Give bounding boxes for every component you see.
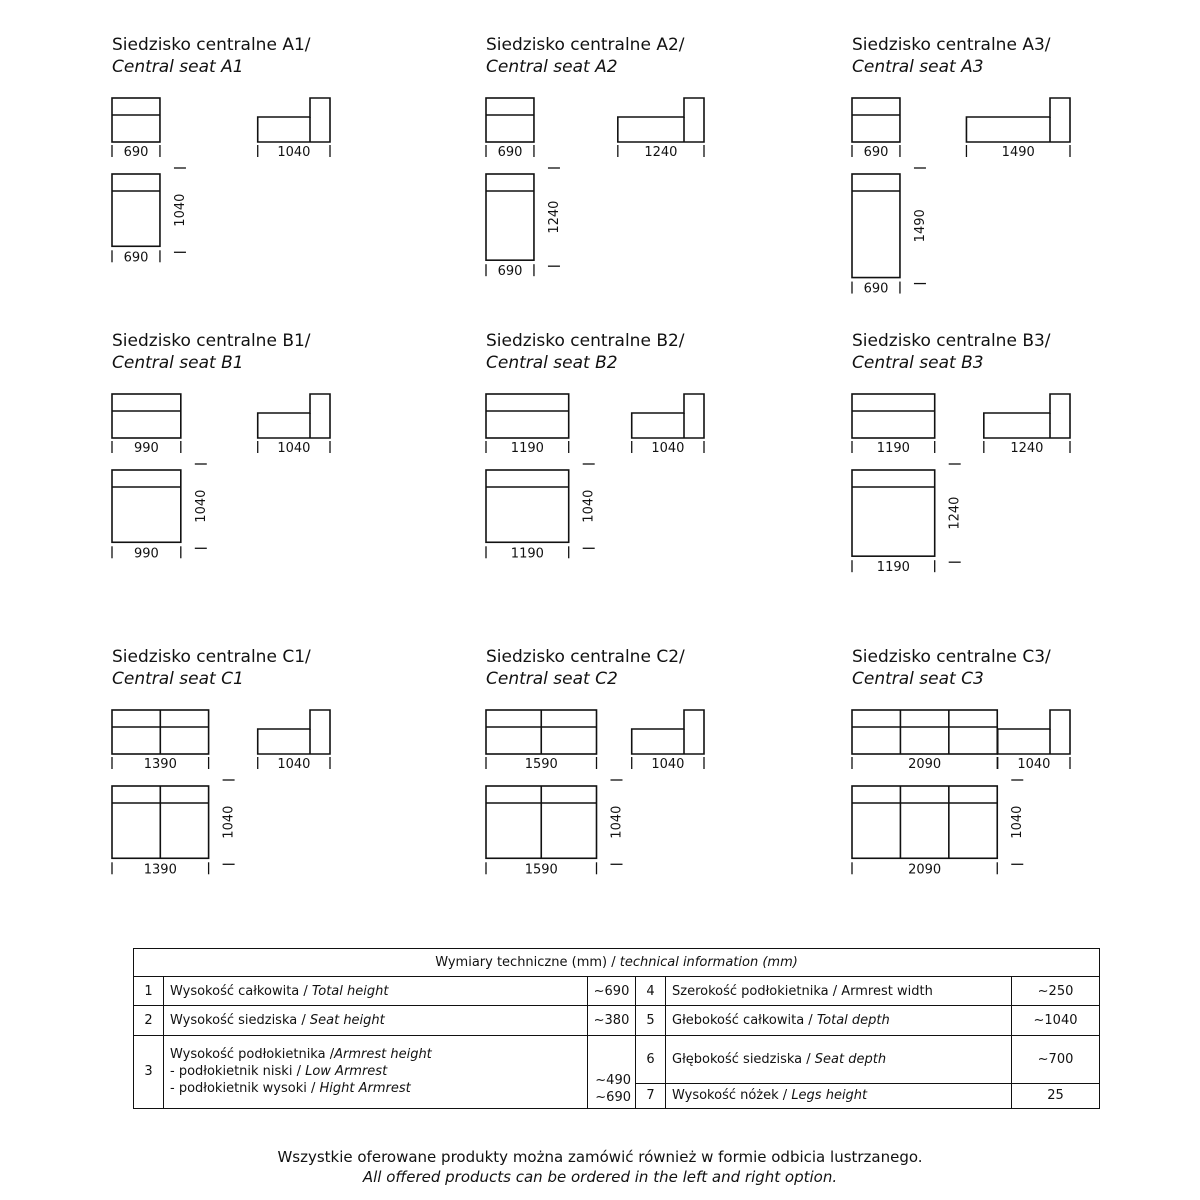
module-title: Siedzisko centralne C3/ [852, 647, 1051, 667]
module-subtitle: Central seat A3 [852, 57, 984, 77]
side-depth-label: 1490 [1001, 145, 1035, 160]
module-title: Siedzisko centralne C2/ [486, 647, 685, 667]
footer-line-pl: Wszystkie oferowane produkty można zamówić również w formie odbicia lustrzanego. [277, 1148, 923, 1166]
front-width-label: 690 [497, 145, 523, 160]
side-depth-label: 1040 [1017, 757, 1051, 772]
front-view [486, 394, 569, 438]
front-view [852, 394, 935, 438]
module-subtitle: Central seat B1 [112, 353, 244, 373]
plan-view [852, 786, 997, 858]
row-label: Szerokość podłokietnika / Armrest width [666, 977, 1012, 1006]
row-value: ~490 ~690 [588, 1035, 636, 1108]
row-label: Wysokość całkowita / Total height [164, 977, 588, 1006]
row-number: 2 [134, 1006, 164, 1035]
side-depth-label: 1040 [651, 757, 685, 772]
module-a1 [112, 35, 330, 265]
plan-width-label: 1590 [524, 862, 558, 878]
row-number: 6 [636, 1035, 666, 1083]
plan-width-label: 690 [497, 264, 523, 280]
row-value: ~700 [1012, 1035, 1100, 1083]
side-depth-label: 1040 [277, 757, 311, 772]
front-width-label: 1590 [524, 757, 558, 772]
module-subtitle: Central seat B3 [852, 353, 984, 373]
side-depth-label: 1040 [277, 441, 311, 456]
plan-width-label: 2090 [908, 862, 942, 878]
module-a2 [486, 35, 704, 279]
side-view [632, 394, 704, 438]
module-c1 [112, 647, 330, 877]
plan-view [112, 470, 181, 542]
side-depth-label: 1040 [277, 145, 311, 160]
front-view [852, 98, 900, 142]
plan-depth-label: 1040 [193, 489, 209, 523]
plan-depth-label: 1040 [609, 805, 625, 839]
front-width-label: 1190 [510, 441, 544, 456]
row-value: ~690 [588, 977, 636, 1006]
plan-depth-label: 1240 [947, 496, 963, 530]
module-title: Siedzisko centralne A3/ [852, 35, 1051, 55]
plan-depth-label: 1040 [221, 805, 237, 839]
side-view [966, 98, 1070, 142]
module-c2 [486, 647, 704, 877]
row-value: ~380 [588, 1006, 636, 1035]
side-view [618, 98, 704, 142]
side-view [258, 710, 330, 754]
front-view [852, 710, 997, 754]
module-title: Siedzisko centralne A1/ [112, 35, 311, 55]
side-view [258, 98, 330, 142]
plan-width-label: 690 [123, 250, 149, 266]
front-width-label: 1190 [876, 441, 910, 456]
module-b3 [852, 331, 1070, 575]
front-view [112, 98, 160, 142]
side-depth-label: 1040 [651, 441, 685, 456]
plan-depth-label: 1490 [912, 209, 928, 243]
row-label: Wysokość nóżek / Legs height [666, 1083, 1012, 1108]
footer-note [0, 1147, 1200, 1187]
side-view [998, 710, 1070, 754]
row-label: Głębokość siedziska / Seat depth [666, 1035, 1012, 1083]
side-depth-label: 1240 [1010, 441, 1044, 456]
module-title: Siedzisko centralne B1/ [112, 331, 311, 351]
plan-width-label: 1190 [876, 560, 910, 576]
module-subtitle: Central seat C3 [852, 669, 984, 689]
module-subtitle: Central seat C1 [112, 669, 244, 689]
module-subtitle: Central seat B2 [486, 353, 618, 373]
plan-width-label: 690 [863, 281, 889, 297]
module-a3 [852, 35, 1070, 297]
row-number: 5 [636, 1006, 666, 1035]
module-title: Siedzisko centralne C1/ [112, 647, 311, 667]
front-view [112, 394, 181, 438]
front-width-label: 690 [863, 145, 889, 160]
plan-width-label: 1190 [510, 546, 544, 562]
row-label: Wysokość siedziska / Seat height [164, 1006, 588, 1035]
row-number: 4 [636, 977, 666, 1006]
module-title: Siedzisko centralne A2/ [486, 35, 685, 55]
module-subtitle: Central seat A1 [112, 57, 244, 77]
technical-table [133, 948, 1100, 1109]
module-title: Siedzisko centralne B3/ [852, 331, 1051, 351]
side-view [258, 394, 330, 438]
row-number: 1 [134, 977, 164, 1006]
row-number: 3 [134, 1035, 164, 1108]
row-value: 25 [1012, 1083, 1100, 1108]
table-row [134, 1035, 1100, 1083]
plan-width-label: 990 [133, 546, 159, 562]
row-value: ~250 [1012, 977, 1100, 1006]
front-view [486, 98, 534, 142]
table-header: Wymiary techniczne (mm) / technical information (mm) [134, 949, 1100, 977]
table-row [134, 977, 1100, 1006]
plan-view [852, 174, 900, 278]
module-subtitle: Central seat A2 [486, 57, 618, 77]
plan-view [486, 470, 569, 542]
side-view [632, 710, 704, 754]
plan-view [112, 174, 160, 246]
plan-depth-label: 1240 [546, 200, 562, 234]
front-width-label: 690 [123, 145, 149, 160]
plan-depth-label: 1040 [1010, 805, 1026, 839]
plan-view [486, 174, 534, 260]
front-width-label: 1390 [143, 757, 177, 772]
plan-depth-label: 1040 [172, 193, 188, 227]
plan-depth-label: 1040 [581, 489, 597, 523]
module-b2 [486, 331, 704, 561]
module-b1 [112, 331, 330, 561]
module-subtitle: Central seat C2 [486, 669, 618, 689]
footer-line-en: All offered products can be ordered in the left and right option. [362, 1168, 838, 1186]
front-width-label: 990 [133, 441, 159, 456]
side-view [984, 394, 1070, 438]
row-label: Wysokość podłokietnika /Armrest height - podłokietnik niski / Low Armrest - podłokietnik wysoki / Hight Armrest [164, 1035, 588, 1108]
plan-width-label: 1390 [143, 862, 177, 878]
row-value: ~1040 [1012, 1006, 1100, 1035]
row-label: Głebokość całkowita / Total depth [666, 1006, 1012, 1035]
row-number: 7 [636, 1083, 666, 1108]
side-depth-label: 1240 [644, 145, 678, 160]
module-c3 [852, 647, 1070, 877]
table-header-row [134, 949, 1100, 977]
plan-view [852, 470, 935, 556]
table-row [134, 1006, 1100, 1035]
front-width-label: 2090 [908, 757, 942, 772]
module-title: Siedzisko centralne B2/ [486, 331, 685, 351]
